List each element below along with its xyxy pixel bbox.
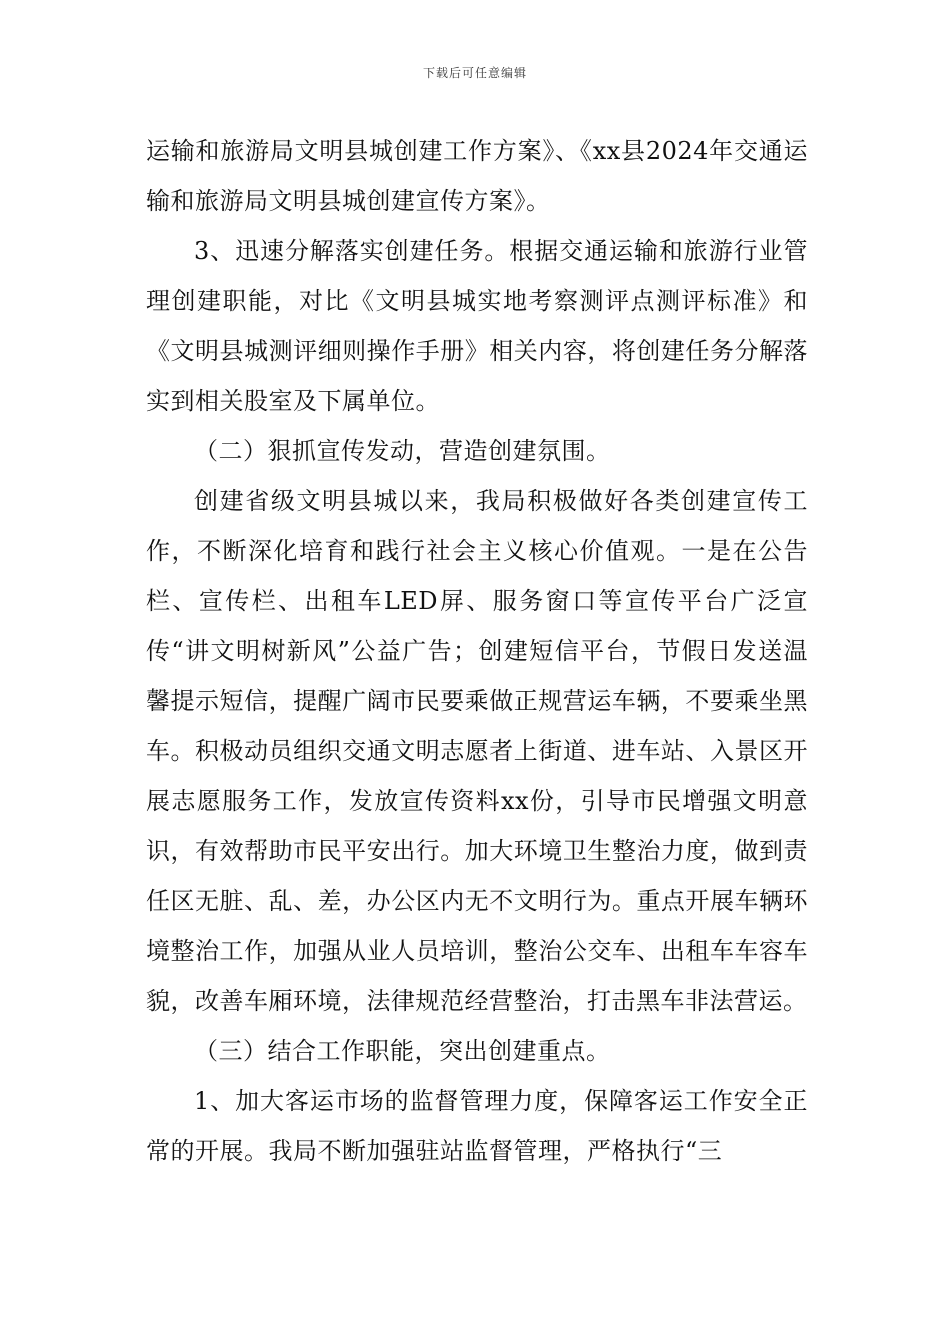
- section-heading: （三）结合工作职能，突出创建重点。: [194, 1037, 611, 1065]
- page-header: 下载后可任意编辑: [422, 66, 527, 80]
- paragraph: 3、迅速分解落实创建任务。根据交通运输和旅游行业管理创建职能，对比《文明县城实地考察测评点测评标准》和《文明县城测评细则操作手册》相关内容，将创建任务分解落实到相关股室及下属单位。: [146, 237, 808, 415]
- paragraph: 创建省级文明县城以来，我局积极做好各类创建宣传工作，不断深化培育和践行社会主义核心价值观。一是在公告栏、宣传栏、出租车LED屏、服务窗口等宣传平台广泛宣传“讲文明树新风”公益广告；创建短信平台，节假日发送温馨提示短信，提醒广阔市民要乘做正规营运车辆，不要乘坐黑车。积极动员组织交通文明志愿者上街道、进车站、入景区开展志愿服务工作，发放宣传资料xx份，引导市民增强文明意识，有效帮助市民平安出行。加大环境卫生整治力度，做到责任区无脏、乱、差，办公区内无不文明行为。重点开展车辆环境整治工作，加强从业人员培训，整治公交车、出租车车容车貌，改善车厢环境，法律规范经营整治，打击黑车非法营运。: [146, 487, 808, 1015]
- section-heading: （二）狠抓宣传发动，营造创建氛围。: [194, 437, 611, 465]
- document-body: [146, 126, 808, 1176]
- paragraph: 1、加大客运市场的监督管理力度，保障客运工作安全正常的开展。我局不断加强驻站监督管理，严格执行“三: [146, 1087, 808, 1165]
- paragraph: 运输和旅游局文明县城创建工作方案》、《xx县2024年交通运输和旅游局文明县城创建宣传方案》。: [146, 137, 808, 215]
